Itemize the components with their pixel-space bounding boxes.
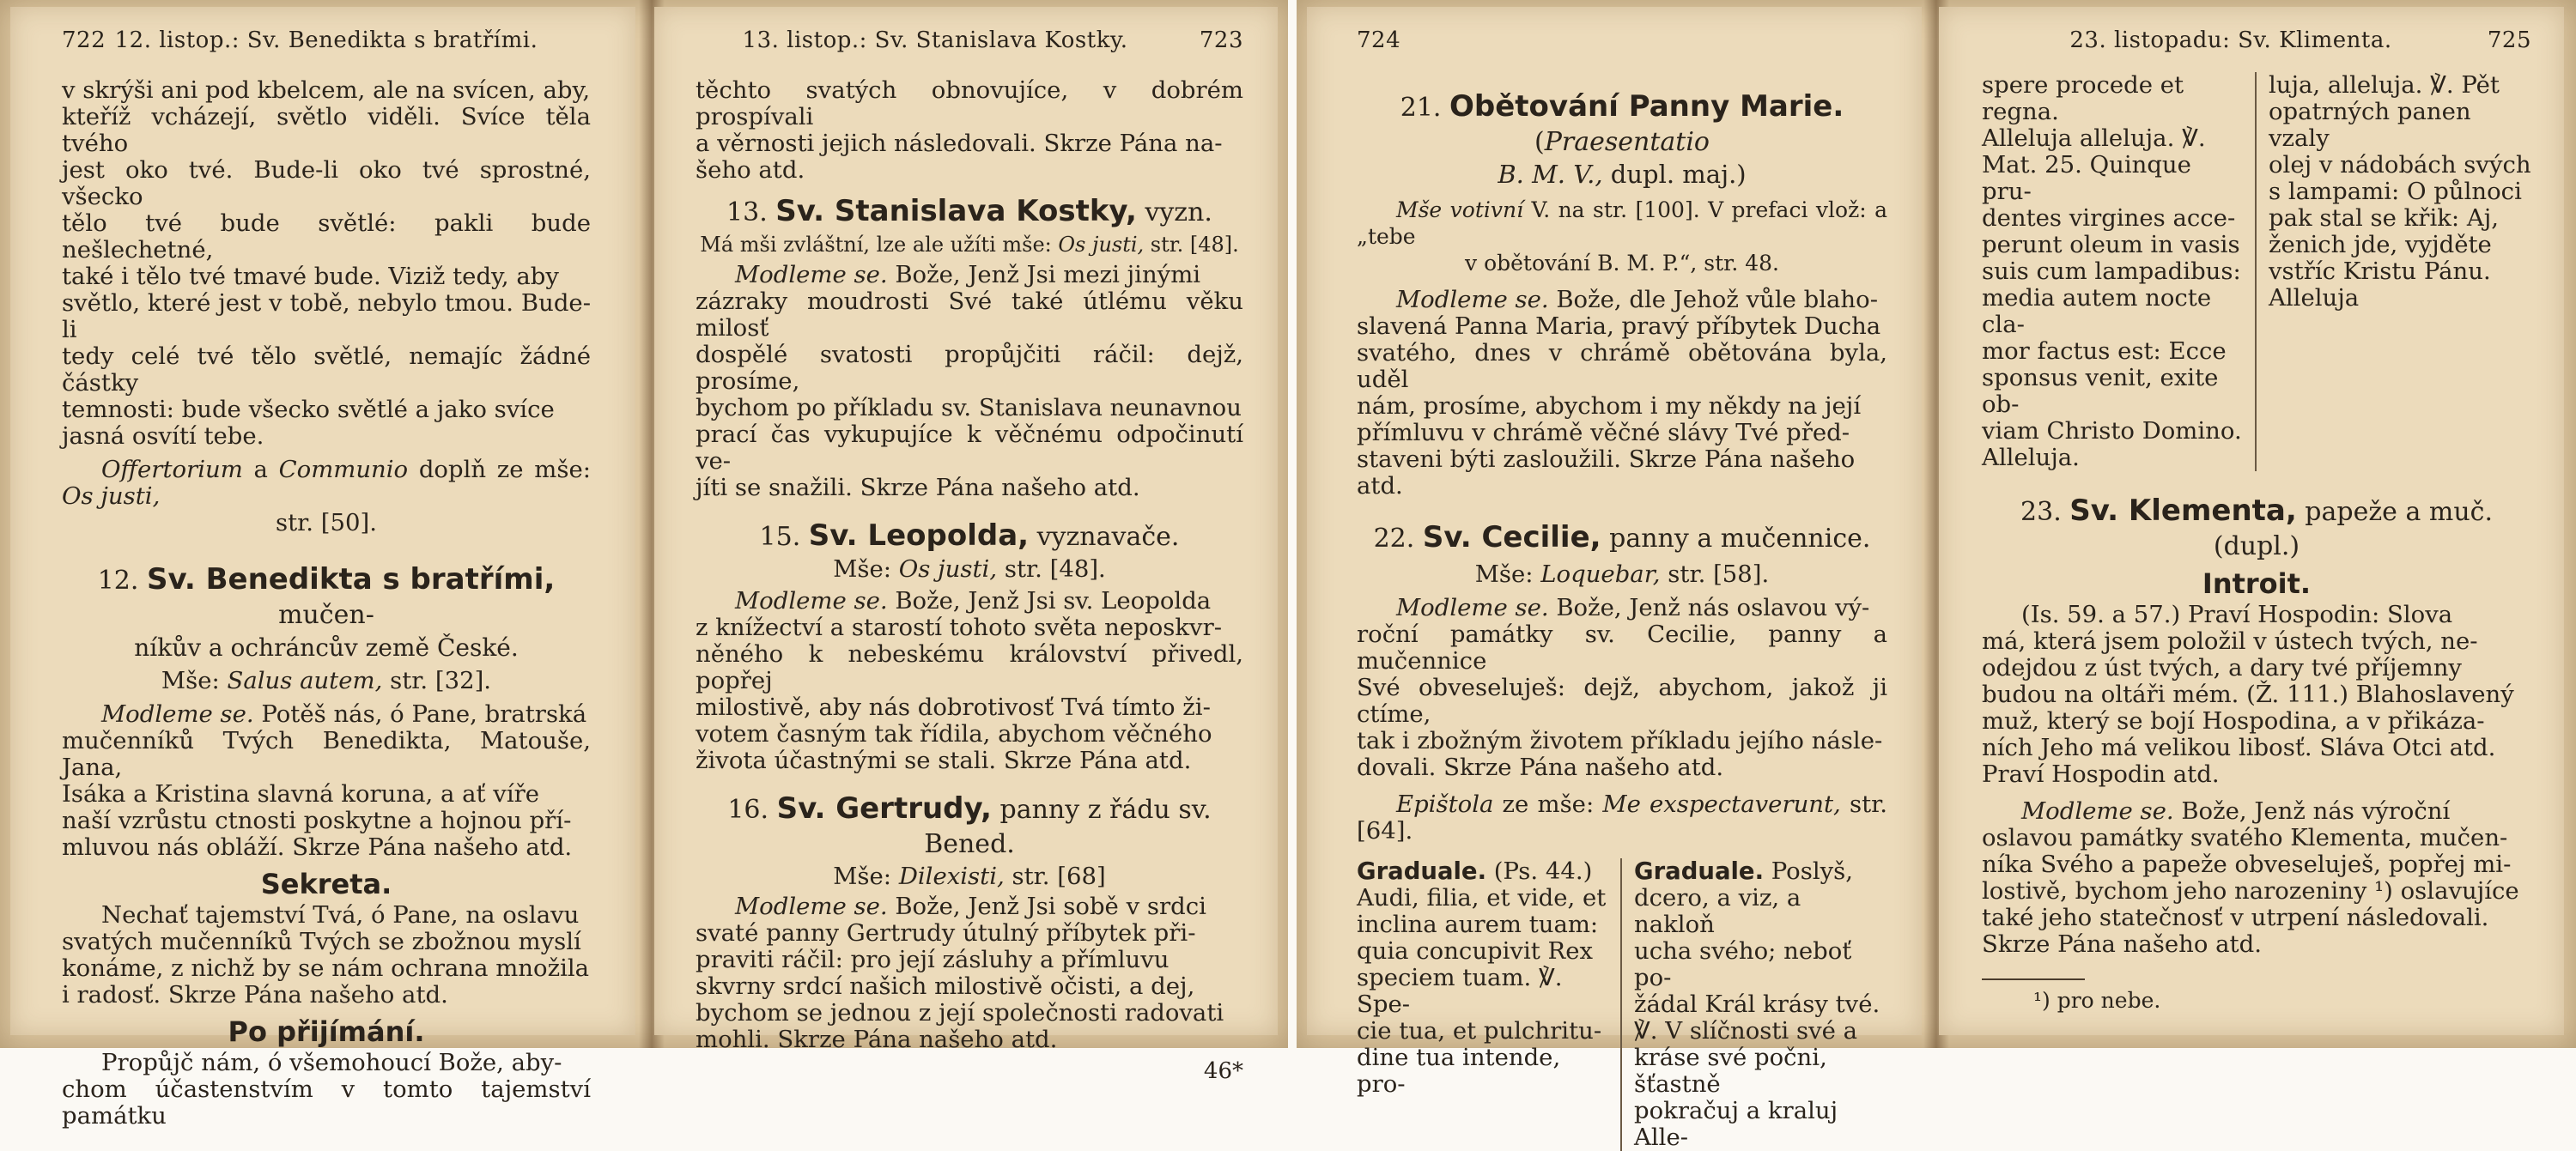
heading-leopolda: 15. Sv. Leopolda, vyznavače.	[759, 518, 1180, 553]
prayer-stanislava: Modleme se. Bože, Jenž Jsi mezi jinými zázraky moudrosti Své také útlému věku milosť dospělé svatosti propůjčiti ráčil: dejž, prosíme, bychom po příkladu sv. Stanislava neunavnou prací čas vykupujíce k věčnému odpočinutí ve- jíti se snažili. Skrze Pána našeho atd.	[696, 261, 1243, 501]
page-number: 725	[2487, 27, 2531, 53]
prayer-continuation: těchto svatých obnovujíce, v dobrém prospívali a věrnosti jejich následovali. Skrze Pána na- šeho atd.	[696, 76, 1243, 184]
epistle-note: Epištola ze mše: Me exspectaverunt, str. [64].	[1357, 791, 1888, 845]
prayer-cecilie: Modleme se. Bože, Jenž nás oslavou vý- roční památky sv. Cecilie, panny a mučennice Své obveseluješ: dejž, abychom, jakož ji ctíme, tak i zbožným životem příkladu jejího násle- dovali. Skrze Pána našeho atd.	[1357, 594, 1887, 781]
footnote-rule	[1982, 978, 2085, 980]
running-title: 12. listop.: Sv. Benedikta s bratřími.	[114, 27, 538, 53]
offertorium-note-ref: str. [50].	[276, 509, 377, 536]
modleme-label: Modleme se.	[2021, 797, 2174, 825]
gospel-continuation	[62, 77, 591, 450]
text-line: temnosti: bude všecko světlé a jako svíce	[62, 396, 555, 423]
modleme-label: Modleme se.	[735, 587, 888, 615]
text-line: jasná osvítí tebe.	[62, 422, 264, 450]
sekreta-heading: Sekreta.	[260, 868, 392, 900]
introit-heading: Introit.	[2202, 567, 2312, 600]
post-communion-heading: Po přijímání.	[228, 1015, 425, 1048]
prayer-benedikta: Modleme se. Potěš nás, ó Pane, bratrská mučenníků Tvých Benedikta, Matouše, Jana, Isáka a Kristina slavná koruna, a ať víře naší vzrůstu ctnosti poskytne a hojnou pří- mluvou nás obláží. Skrze Pána našeho atd.	[62, 700, 591, 861]
modleme-label: Modleme se.	[735, 261, 888, 288]
text-line: jest oko tvé. Bude-li oko tvé sprostné, všecko	[62, 156, 591, 210]
page-header	[1982, 24, 2531, 58]
graduale-latin: Graduale. (Ps. 44.) Audi, filia, et vide, et inclina aurem tuam: quia concupivit Rex speciem tuam. ℣. Spe- cie tua, et pulchritu- dine tua intende, pro-	[1357, 858, 1622, 1151]
prayer-gertrudy: Modleme se. Bože, Jenž Jsi sobě v srdci svaté panny Gertrudy útulný příbytek při- praviti ráčil: pro její zásluhy a přímluvu skvrny srdcí našich milostivě očisti, a dej, bychom se jednou z její společnosti radovati mohli. Skrze Pána našeho atd.	[696, 893, 1224, 1053]
heading-stanislava: 13. Sv. Stanislava Kostky, vyzn.	[726, 194, 1212, 228]
mass-reference: Mše: Salus autem, str. [32].	[161, 667, 492, 694]
running-title: 23. listopadu: Sv. Klimenta.	[2069, 27, 2392, 53]
votive-mass-note: Mše votivní V. na str. [100]. V prefaci vlož: a „tebe	[1357, 197, 1887, 249]
prayer-obetovani: Modleme se. Bože, dle Jehož vůle blaho- slavená Panna Maria, pravý příbytek Ducha svatého, dnes v chrámě obětována byla, uděl nám, prosíme, abychom i my někdy na její přímluvu v chrámě věčné slávy Tvé před- staveni býti zasloužili. Skrze Pána našeho atd.	[1357, 286, 1887, 500]
left-book-spread	[0, 0, 1288, 1130]
votive-mass-note-line2: v obětování B. M. P.“, str. 48.	[1465, 251, 1779, 276]
post-communion-text: Propůjč nám, ó všemohoucí Bože, aby- chom účastenstvím v tomto tajemství památku	[62, 1049, 591, 1130]
introit-text: (Is. 59. a 57.) Praví Hospodin: Slova má, která jsem položil v ústech tvých, ne- odejdou z úst tvých, a dary tvé příjemny budou na oltáři mém. (Ž. 111.) Blahoslavený muž, který se bojí Hospodina, a v přikáza- ních Jeho má velikou libosť. Sláva Otci atd. Praví Hospodin atd.	[1982, 601, 2514, 788]
heading-benedikta: 12. Sv. Benedikta s bratřími, mučen-	[97, 562, 556, 630]
right-book-spread	[1297, 0, 2576, 1151]
page-number: 724	[1357, 27, 1401, 53]
text-line: tělo tvé bude světlé: pakli bude nešlechetné,	[62, 209, 591, 264]
page-header	[62, 24, 591, 58]
text-line: v skrýši ani pod kbelcem, ale na svícen, aby,	[62, 76, 591, 104]
heading-obetovani: 21. Obětování Panny Marie. (Praesentatio	[1400, 89, 1844, 157]
alleluja-czech: luja, alleluja. ℣. Pět opatrných panen vzaly olej v nádobách svých s lampami: O půlnoci pak stal se křik: Aj, ženich jde, vyjděte vstříc Kristu Pánu. Alleluja	[2269, 71, 2531, 312]
text-line: také i tělo tvé tmavé bude. Viziž tedy, aby	[62, 263, 559, 290]
heading-cecilie: 22. Sv. Cecilie, panny a mučennice.	[1373, 520, 1871, 554]
modleme-label: Modleme se.	[735, 893, 888, 920]
footnote: ¹) pro nebe.	[2033, 988, 2161, 1013]
page-number: 722	[62, 27, 106, 53]
page-header	[1357, 24, 1887, 58]
text-line: světlo, které jest v tobě, nebylo tmou. Bude-li	[62, 289, 591, 343]
prayer-klementa: Modleme se. Bože, Jenž nás výroční oslavou památky svatého Klementa, mučen- níka Svého a papeže obveseluješ, popřej mi- lostivě, bychom jeho narozeniny ¹) oslavujíce také jeho statečnosť v utrpení následovali. Skrze Pána našeho atd.	[1982, 797, 2519, 958]
page-number: 723	[1199, 27, 1243, 53]
modleme-label: Modleme se.	[1396, 286, 1549, 313]
text-line: tedy celé tvé tělo světlé, nemajíc žádné částky	[62, 342, 591, 397]
page-723	[654, 7, 1278, 1084]
page-725	[1939, 7, 2564, 1035]
page-722	[10, 7, 635, 1130]
heading-obetovani-line2: B. M. V., dupl. maj.)	[1498, 160, 1747, 189]
heading-klementa: 23. Sv. Klementa, papeže a muč. (dupl.)	[2020, 494, 2493, 561]
signature-mark: 46*	[1203, 1058, 1243, 1084]
page-724	[1307, 7, 1922, 1151]
heading-gertrudy: 16. Sv. Gertrudy, panny z řádu sv. Bened.	[727, 791, 1212, 859]
modleme-label: Modleme se.	[1396, 594, 1549, 621]
mass-reference: Mše: Dilexisti, str. [68]	[833, 863, 1106, 890]
mass-reference: Má mši zvláštní, lze ale užíti mše: Os justi, str. [48].	[700, 233, 1239, 257]
alleluja-columns	[1982, 72, 2531, 471]
mass-reference: Mše: Os justi, str. [48].	[833, 555, 1106, 583]
text-line: kteříž vcházejí, světlo viděli. Svíce těla tvého	[62, 103, 591, 157]
sekreta-text: Nechať tajemství Tvá, ó Pane, na oslavu svatých mučenníků Tvých se zbožnou myslí konáme, z nichž by se nám ochrana množila i radosť. Skrze Pána našeho atd.	[62, 901, 590, 1009]
prayer-leopolda: Modleme se. Bože, Jenž Jsi sv. Leopolda z knížectví a starostí tohoto světa neposkvr- něného k nebeskému království přivedl, popřej milostivě, aby nás dobrotivosť Tvá tímto ži- votem časným tak řídila, abychom věčného života účastnými se stali. Skrze Pána atd.	[696, 587, 1243, 774]
modleme-label: Modleme se.	[101, 700, 254, 728]
mass-reference: Mše: Loquebar, str. [58].	[1474, 560, 1770, 588]
alleluja-latin: spere procede et regna. Alleluja alleluja. ℣. Mat. 25. Quinque pru- dentes virgines acce- perunt oleum in vasis suis cum lampadibus: media autem nocte cla- mor factus est: Ecce sponsus venit, exite ob- viam Christo Domino. Alleluja.	[1982, 72, 2257, 471]
heading-benedikta-line2: níkův a ochráncův země České.	[134, 633, 519, 662]
offertorium-note: Offertorium a Communio doplň ze mše: Os justi,	[62, 456, 591, 510]
page-header	[696, 24, 1243, 58]
graduale-czech: Graduale. Poslyš, dcero, a viz, a nakloň ucha svého; neboť po- žádal Král krásy tvé. ℣. V slíčnosti své a kráse své počni, šťastně pokračuj a kraluj Alle-	[1634, 857, 1880, 1151]
running-title: 13. listop.: Sv. Stanislava Kostky.	[742, 27, 1128, 53]
graduale-columns	[1357, 858, 1887, 1151]
